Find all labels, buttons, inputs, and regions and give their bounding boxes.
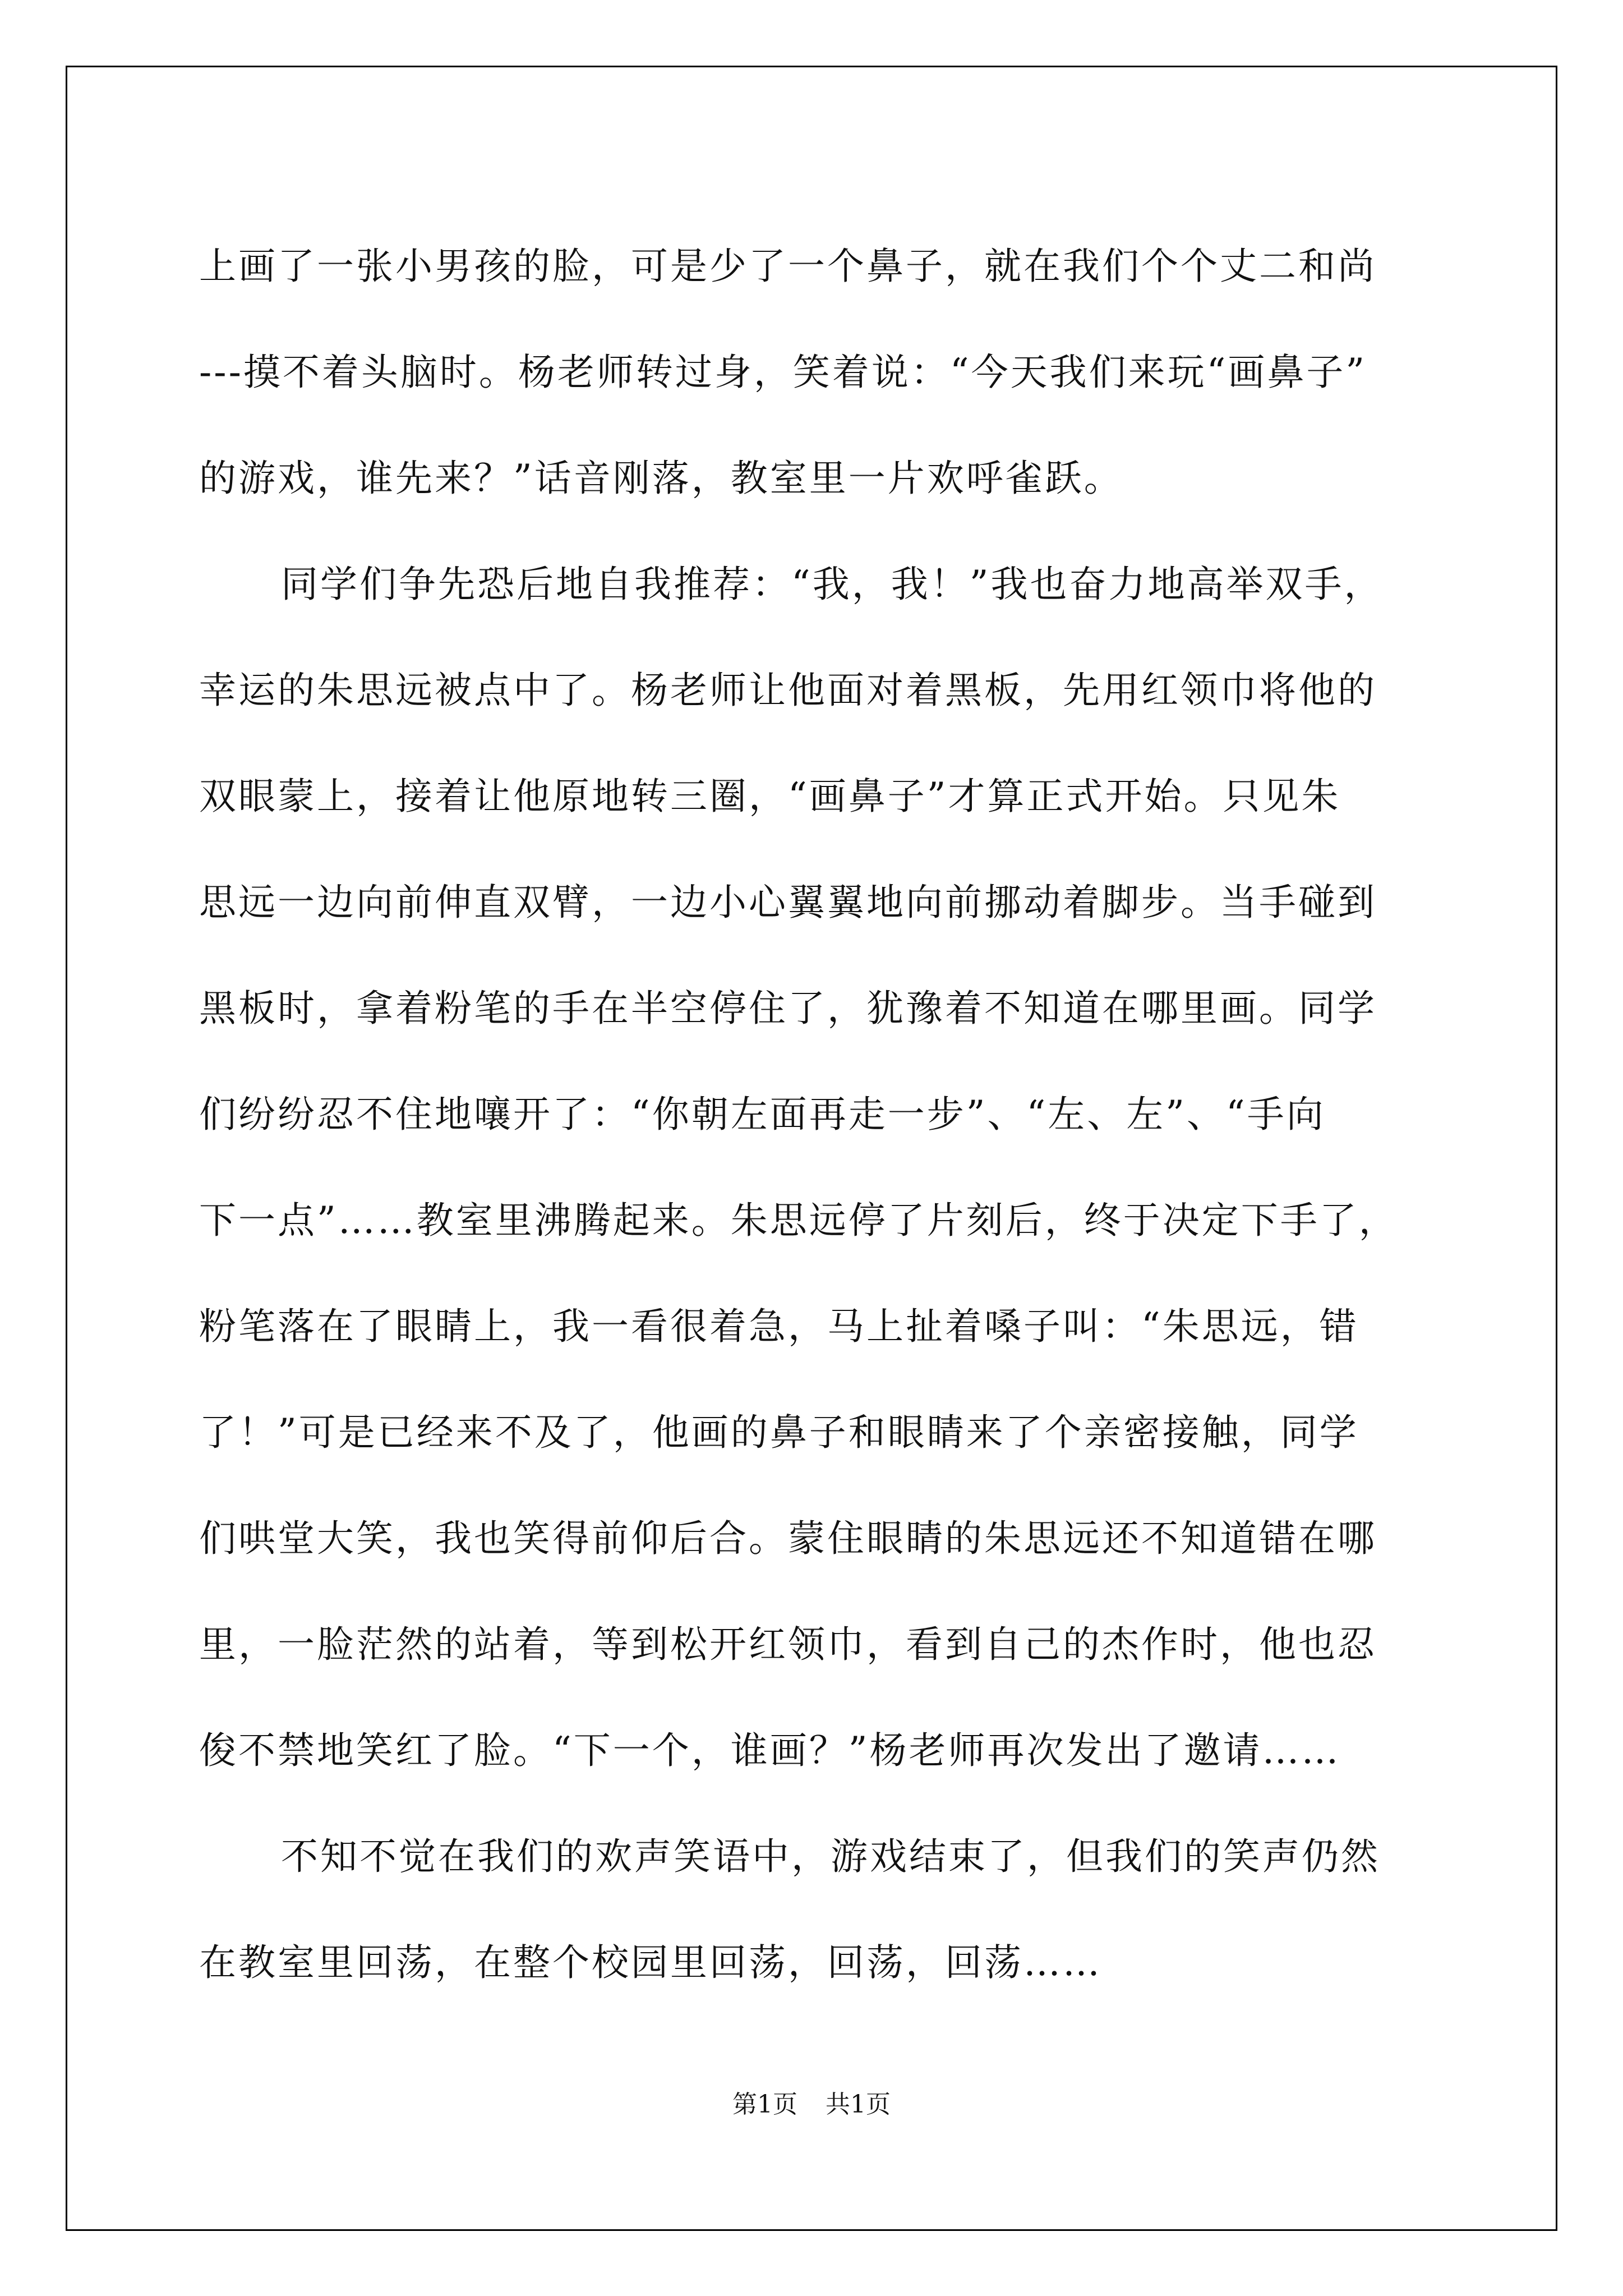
text-line: ---摸不着头脑时。杨老师转过身，笑着说：“今天我们来玩“画鼻子” bbox=[199, 351, 1367, 394]
page-total: 共1页 bbox=[826, 2090, 891, 2119]
text-line: 在教室里回荡，在整个校园里回荡，回荡，回荡…… bbox=[199, 1941, 1102, 1984]
text-line: 不知不觉在我们的欢声笑语中，游戏结束了，但我们的笑声仍然 bbox=[281, 1835, 1380, 1878]
text-line: 粉笔落在了眼睛上，我一看很着急，马上扯着嗓子叫：“朱思远，错 bbox=[199, 1305, 1359, 1348]
page-number: 第1页 bbox=[732, 2090, 797, 2119]
text-line: 下一点”……教室里沸腾起来。朱思远停了片刻后，终于决定下手了， bbox=[199, 1199, 1398, 1242]
text-line: 幸运的朱思远被点中了。杨老师让他面对着黑板，先用红领巾将他的 bbox=[199, 669, 1377, 712]
text-line: 们哄堂大笑，我也笑得前仰后合。蒙住眼睛的朱思远还不知道错在哪 bbox=[199, 1517, 1377, 1560]
text-line: 上画了一张小男孩的脸，可是少了一个鼻子，就在我们个个丈二和尚 bbox=[199, 245, 1377, 288]
text-line: 同学们争先恐后地自我推荐：“我，我！”我也奋力地高举双手， bbox=[281, 563, 1384, 606]
text-line: 里，一脸茫然的站着，等到松开红领巾，看到自己的杰作时，他也忍 bbox=[199, 1623, 1377, 1666]
text-line: 双眼蒙上，接着让他原地转三圈，“画鼻子”才算正式开始。只见朱 bbox=[199, 775, 1341, 818]
text-line: 思远一边向前伸直双臂，一边小心翼翼地向前挪动着脚步。当手碰到 bbox=[199, 881, 1377, 924]
page-footer bbox=[0, 2084, 1623, 2120]
document-body bbox=[199, 213, 1433, 2016]
text-line: 黑板时，拿着粉笔的手在半空停住了，犹豫着不知道在哪里画。同学 bbox=[199, 987, 1377, 1030]
text-line: 的游戏，谁先来？”话音刚落，教室里一片欢呼雀跃。 bbox=[199, 457, 1123, 500]
text-line: 们纷纷忍不住地嚷开了：“你朝左面再走一步”、“左、左”、“手向 bbox=[199, 1093, 1326, 1136]
text-line: 俊不禁地笑红了脸。“下一个，谁画？”杨老师再次发出了邀请…… bbox=[199, 1729, 1341, 1772]
text-line: 了！”可是已经来不及了，他画的鼻子和眼睛来了个亲密接触，同学 bbox=[199, 1411, 1359, 1454]
